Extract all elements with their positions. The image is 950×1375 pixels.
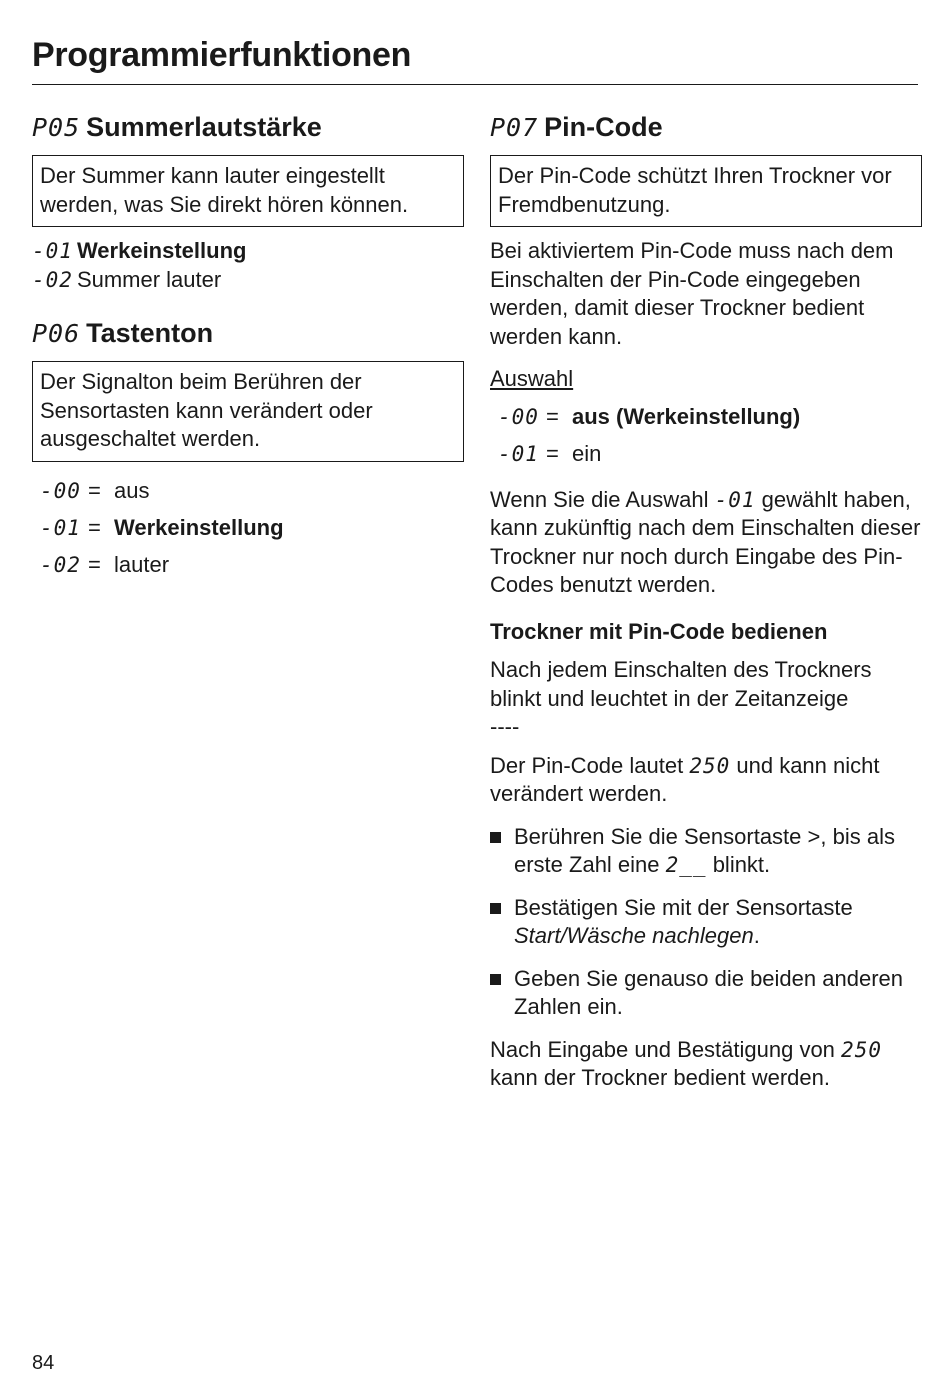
equals-sign: = [546, 403, 559, 429]
p07-option [490, 441, 922, 478]
p06-option [32, 552, 464, 589]
option-label: Werkeinstellung [114, 514, 284, 540]
left-column [32, 110, 464, 589]
p06-code: P06 [32, 319, 81, 348]
title-divider [32, 84, 918, 85]
p06-heading [32, 316, 464, 351]
option-code: -01 [40, 515, 81, 540]
equals-sign: = [546, 440, 559, 466]
page-number: 84 [32, 1352, 55, 1374]
pin-text: und kann nicht verändert werden. [490, 752, 880, 806]
final-text [490, 1036, 922, 1093]
p07-title: Pin-Code [544, 112, 663, 142]
p06-option [32, 515, 464, 552]
pin-code-text [490, 752, 922, 809]
p05-heading [32, 110, 464, 145]
step-text: Bestätigen Sie mit der Sensortaste Start/Wäsche nachlegen. [514, 894, 853, 948]
option-code: -01 [498, 441, 539, 466]
p05-title: Summerlautstärke [86, 112, 322, 142]
step-text: Berühren Sie die Sensortaste >, bis als erste Zahl eine 2__ blinkt. [514, 823, 895, 877]
option-label: aus [114, 477, 150, 503]
p05-option [32, 237, 464, 266]
equals-sign: = [88, 477, 101, 503]
equals-sign: = [88, 514, 101, 540]
steps-list [490, 823, 922, 1022]
option-code: -02 [40, 552, 81, 577]
pin-text: Der Pin-Code lautet [490, 752, 690, 778]
bullet-square-icon [490, 903, 501, 914]
step-text: Geben Sie genauso die beiden anderen Zahlen ein. [514, 965, 903, 1019]
final-text-part: kann der Trockner bedient werden. [490, 1065, 830, 1090]
sensor-key-name: Start/Wäsche nachlegen [514, 923, 754, 948]
p05-info-box: Der Summer kann lauter eingestellt werden, was Sie direkt hören können. [32, 155, 464, 227]
option-code: -00 [40, 478, 81, 503]
p07-option [490, 404, 922, 441]
right-column [490, 110, 922, 1093]
p05-option [32, 266, 464, 295]
p07-info-box: Der Pin-Code schützt Ihren Trockner vor Fremdbenutzung. [490, 155, 922, 227]
note-text: Wenn Sie die Auswahl [490, 486, 715, 512]
bullet-square-icon [490, 832, 501, 843]
p06-info-box: Der Signalton beim Berühren der Sensortasten kann verändert oder ausgeschaltet werden. [32, 361, 464, 462]
p06-options [32, 478, 464, 589]
step-item [490, 894, 922, 951]
p07-code: P07 [490, 113, 539, 142]
page-title: Programmierfunktionen [32, 36, 412, 74]
p07-options [490, 404, 922, 478]
p06-title: Tastenton [86, 318, 214, 348]
p07-heading [490, 110, 922, 145]
option-code: -00 [498, 404, 539, 429]
blink-display: ---- [490, 714, 520, 739]
option-code: -02 [32, 267, 73, 292]
p07-note [490, 486, 922, 600]
p07-subheading: Trockner mit Pin-Code bedienen [490, 618, 828, 644]
bullet-square-icon [490, 974, 501, 985]
selection-label: Auswahl [490, 366, 574, 391]
p07-intro: Bei aktiviertem Pin-Code muss nach dem Einschalten der Pin-Code eingegeben werden, damit dieser Trockner bedient werden kann. [490, 238, 894, 349]
equals-sign: = [88, 551, 101, 577]
arrow-right-symbol: > [807, 823, 821, 849]
final-code: 250 [841, 1037, 882, 1062]
step-item [490, 823, 922, 880]
note-code: -01 [714, 487, 756, 512]
note-text: gewählt haben, kann zukünftig nach dem Einschalten dieser Trockner nur noch durch Eingabe des Pin-Codes benutzt werden. [490, 486, 921, 597]
option-label: Werkeinstellung [76, 238, 247, 263]
option-label: ein [572, 440, 602, 466]
p05-code: P05 [32, 113, 81, 142]
p06-option [32, 478, 464, 515]
blink-text: Nach jedem Einschalten des Trockners blinkt und leuchtet in der Zeitanzeige [490, 657, 872, 711]
pin-code-value: 250 [689, 753, 731, 778]
option-label: aus (Werkeinstellung) [572, 403, 801, 429]
option-label: Summer lauter [76, 266, 222, 292]
final-text-part: Nach Eingabe und Bestätigung von [490, 1036, 842, 1062]
step-code: 2__ [665, 853, 707, 877]
p05-options [32, 237, 464, 294]
step-item [490, 965, 922, 1022]
option-code: -01 [32, 239, 73, 263]
option-label: lauter [114, 551, 170, 577]
